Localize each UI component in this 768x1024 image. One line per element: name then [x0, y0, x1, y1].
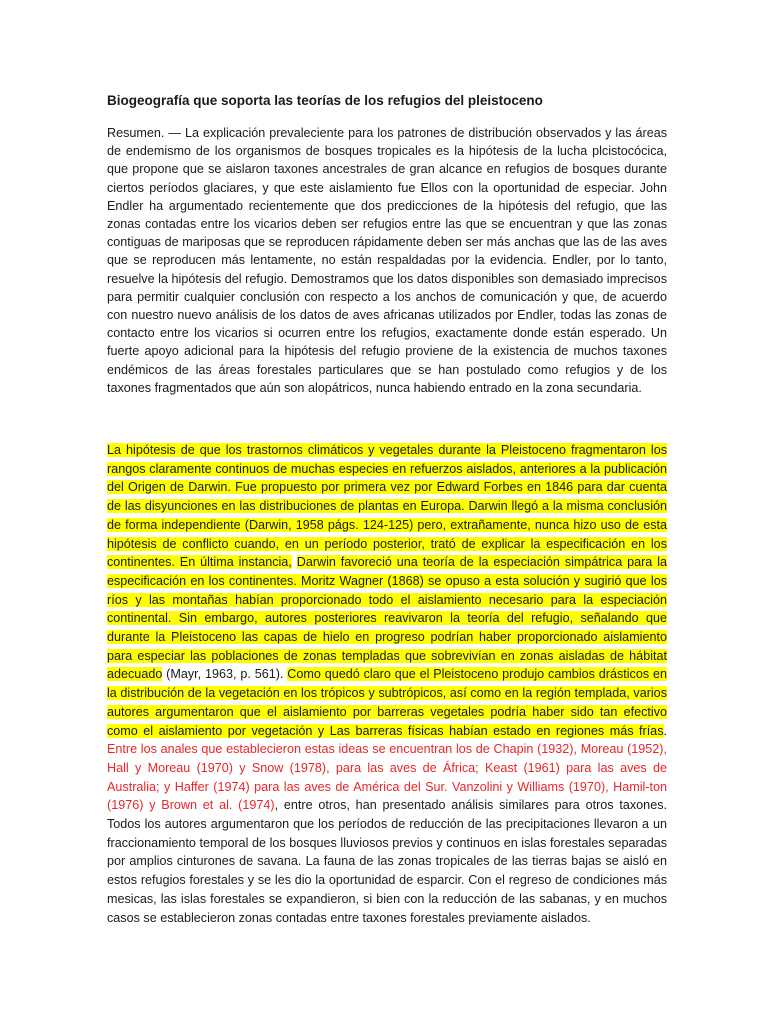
highlighted-text: La hipótesis de que los trastornos climáticos y vegetales durante la Pleistoceno fragmentaron los rangos claramente continuos de muchas especies en refuerzos aislados, anteriores a la publicación del Origen de Darwin. Fue propuesto por primera vez por Edward Forbes en 1846 para dar cuenta de las disyunciones en las distribuciones de plantas en Europa. Darwin llegó a la misma conclusión de forma independiente (Darwin, 1958 págs. 124-125) pero, extrañamente, nunca hizo uso de esta hipótesis de conflicto cuando, en un período posterior, trató de explicar la especificación en los continentes. En última instancia,: [107, 443, 667, 570]
document-title: Biogeografía que soporta las teorías de los refugios del pleistoceno: [107, 93, 543, 108]
citation-text: Entre los anales que establecieron estas ideas se encuentran los de Chapin (1932), Moreau (1952), Hall y Moreau (1970) y Snow (1978), para las aves de África; Keast (1961) para las aves de Australia; y Haffer (1974) para las aves de América del Sur. Vanzolini y Williams (1970), Hamil-ton (1976) y Brown et al. (1974): [107, 742, 667, 813]
plain-text: [292, 555, 297, 569]
highlighted-text: Como quedó claro que el Pleistoceno produjo cambios drásticos en la distribución de la vegetación en los trópicos y subtrópicos, así como en la región templada, varios autores argumentaron que el aislamiento por barreras vegetales podría haber sido tan efectivo como el aislamiento por vegetación y Las barreras físicas habían estado en regiones más frías: [107, 667, 668, 738]
body-paragraph: [107, 441, 667, 927]
highlighted-text: Darwin favoreció una teoría de la especiación simpátrica para la especificación en los continentes. Moritz Wagner (1868) se opuso a esta solución y sugirió que los ríos y las montañas habían proporcionado todo el aislamiento necesario para la especiación continental. Sin embargo, autores posteriores reavivaron la teoría del refugio, señalando que durante la Pleistoceno las capas de hielo en progreso podrían haber proporcionado aislamiento para especiar las poblaciones de zonas templadas que sobrevivían en zonas aisladas de hábitat adecuado: [107, 555, 667, 682]
plain-text: (Mayr, 1963, p. 561).: [162, 667, 288, 682]
abstract-paragraph: Resumen. — La explicación prevaleciente para los patrones de distribución observados y las áreas de endemismo de los organismos de bosques tropicales es la hipótesis de la lucha plcistocócica, que propone que se aislaron taxones ancestrales de gran alcance en refugios de bosques durante ciertos períodos glaciares, y que este aislamiento fue Ellos con la oportunidad de especiar. John Endler ha argumentado recientemente que dos predicciones de la hipótesis del refugio, que las zonas contadas entre los vicarios deben ser refugios entre las que se encuentran y que las zonas contiguas de mariposas que se reproducen rápidamente deben ser más anchas que las de las aves que se reproducen más lentamente, no están respaldadas por la evidencia. Endler, por lo tanto, resuelve la hipótesis del refugio. Demostramos que los datos disponibles son demasiado imprecisos para permitir cualquier conclusión con respecto a los anchos de comunicación y que, de acuerdo con nuestro nuevo análisis de los datos de aves africanas utilizados por Endler, todas las zonas de contacto entre los vicarios si ocurren entre los refugios, exactamente donde están esperado. Un fuerte apoyo adicional para la hipótesis del refugio proviene de la existencia de muchos taxones endémicos de las áreas forestales particulares que se han postulado como refugios y de los taxones fragmentados que aún son alopátricos, nunca habiendo entrado en la zona secundaria.: [107, 126, 667, 395]
plain-text: .: [663, 723, 667, 738]
plain-text: , entre otros, han presentado análisis similares para otros taxones. Todos los autores argumentaron que los períodos de reducción de las precipitaciones llevaron a un fraccionamiento temporal de los bosques lluviosos previos y continuos en islas forestales separadas por amplios cinturones de savana. La fauna de las zonas tropicales de las tierras bajas se aisló en estos refugios forestales y se les dio la oportunidad de esparcir. Con el regreso de condiciones más mesicas, las islas forestales se expandieron, si bien con la reducción de las sabanas, y en muchos casos se establecieron zonas contadas entre taxones forestales previamente aislados.: [107, 798, 667, 925]
